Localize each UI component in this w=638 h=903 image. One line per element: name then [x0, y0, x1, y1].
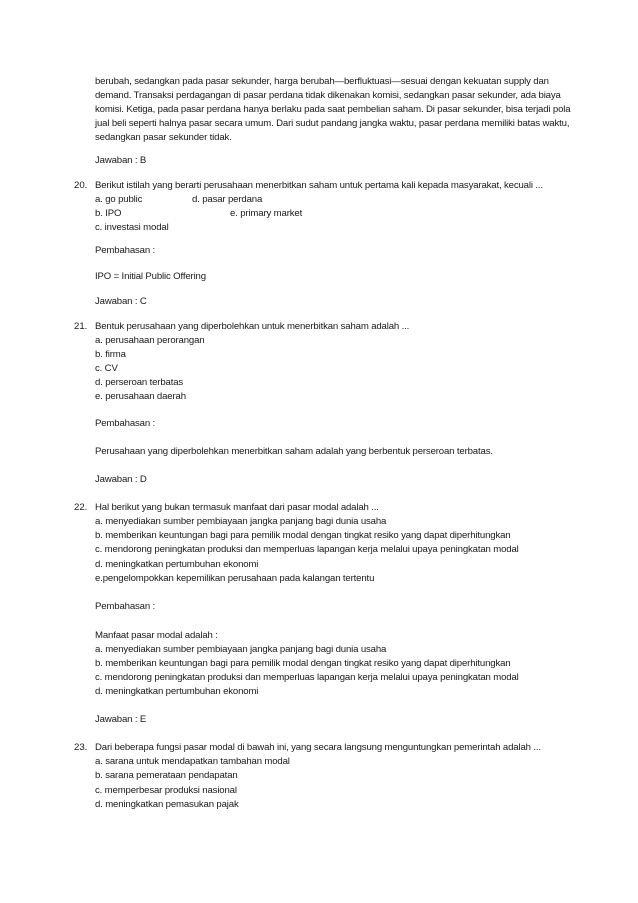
- q23-option: d. meningkatkan pemasukan pajak: [95, 799, 239, 810]
- intro-line-4: jual beli seperti halnya pasar secara umum. Dari sudut pandang jangka waktu, pasar perdana memiliki batas waktu,: [95, 118, 570, 129]
- q22-option: d. meningkatkan pertumbuhan ekonomi: [95, 559, 259, 570]
- q23-option: a. sarana untuk mendapatkan tambahan modal: [95, 756, 290, 767]
- q21-option: e. perusahaan daerah: [95, 391, 186, 402]
- q23-option: b. sarana pemerataan pendapatan: [95, 770, 238, 781]
- q21-discussion-label: Pembahasan :: [95, 418, 156, 429]
- q21-number: 21.: [74, 321, 88, 332]
- q21-option: d. perseroan terbatas: [95, 377, 184, 388]
- q22-answer: Jawaban : E: [95, 714, 147, 725]
- q21-option: c. CV: [95, 363, 118, 374]
- q22-question: Hal berikut yang bukan termasuk manfaat dari pasar modal adalah ...: [95, 502, 379, 513]
- q21-option: b. firma: [95, 349, 126, 360]
- q22-discussion-item: d. meningkatkan pertumbuhan ekonomi: [95, 686, 259, 697]
- q22-discussion-title: Manfaat pasar modal adalah :: [95, 630, 218, 641]
- q21-answer: Jawaban : D: [95, 474, 147, 485]
- q20-option-e: e. primary market: [230, 208, 303, 219]
- intro-line-5: sedangkan pasar sekunder tidak.: [95, 132, 232, 143]
- q22-discussion-item: b. memberikan keuntungan bagi para pemilik modal dengan tingkat resiko yang dapat diperhitungkan: [95, 658, 511, 669]
- intro-answer: Jawaban : B: [95, 155, 147, 166]
- q20-question: Berikut istilah yang berarti perusahaan menerbitkan saham untuk pertama kali kepada masyarakat, kecuali ...: [95, 180, 543, 191]
- q22-option: c. mendorong peningkatan produksi dan memperluas lapangan kerja melalui upaya peningkatan modal: [95, 544, 519, 555]
- q22-discussion-label: Pembahasan :: [95, 601, 156, 612]
- q22-discussion-item: a. menyediakan sumber pembiayaan jangka panjang bagi dunia usaha: [95, 644, 387, 655]
- q22-option: a. menyediakan sumber pembiayaan jangka panjang bagi dunia usaha: [95, 516, 387, 527]
- q20-option-a: a. go public: [95, 194, 143, 205]
- q22-option: e.pengelompokkan kepemilikan perusahaan pada kalangan tertentu: [95, 573, 375, 584]
- q23-option: c. memperbesar produksi nasional: [95, 785, 237, 796]
- intro-line-3: komisi. Ketiga, pada pasar perdana hanya berlaku pada saat pembelian saham. Di pasar sekunder, bisa terjadi pola: [95, 104, 571, 115]
- q22-discussion-item: c. mendorong peningkatan produksi dan memperluas lapangan kerja melalui upaya peningkatan modal: [95, 672, 519, 683]
- q20-discussion: IPO = Initial Public Offering: [95, 271, 206, 282]
- q20-discussion-label: Pembahasan :: [95, 245, 156, 256]
- q21-question: Bentuk perusahaan yang diperbolehkan untuk menerbitkan saham adalah ...: [95, 321, 410, 332]
- q22-number: 22.: [74, 502, 88, 513]
- q20-answer: Jawaban : C: [95, 296, 147, 307]
- q20-option-b: b. IPO: [95, 208, 122, 219]
- q23-number: 23.: [74, 742, 88, 753]
- intro-line-2: demand. Transaksi perdagangan di pasar perdana tidak dikenakan komisi, sedangkan pasar sekunder, ada biaya: [95, 90, 561, 101]
- q23-question: Dari beberapa fungsi pasar modal di bawah ini, yang secara langsung menguntungkan pemerintah adalah ...: [95, 742, 541, 753]
- q21-option: a. perusahaan perorangan: [95, 335, 205, 346]
- q20-option-d: d. pasar perdana: [192, 194, 263, 205]
- q22-option: b. memberikan keuntungan bagi para pemilik modal dengan tingkat resiko yang dapat diperhitungkan: [95, 530, 511, 541]
- intro-line-1: berubah, sedangkan pada pasar sekunder, harga berubah—berfluktuasi—sesuai dengan kekuatan supply dan: [95, 76, 549, 87]
- q21-discussion: Perusahaan yang diperbolehkan menerbitkan saham adalah yang berbentuk perseroan terbatas.: [95, 446, 493, 457]
- q20-option-c: c. investasi modal: [95, 222, 169, 233]
- q20-number: 20.: [74, 180, 88, 191]
